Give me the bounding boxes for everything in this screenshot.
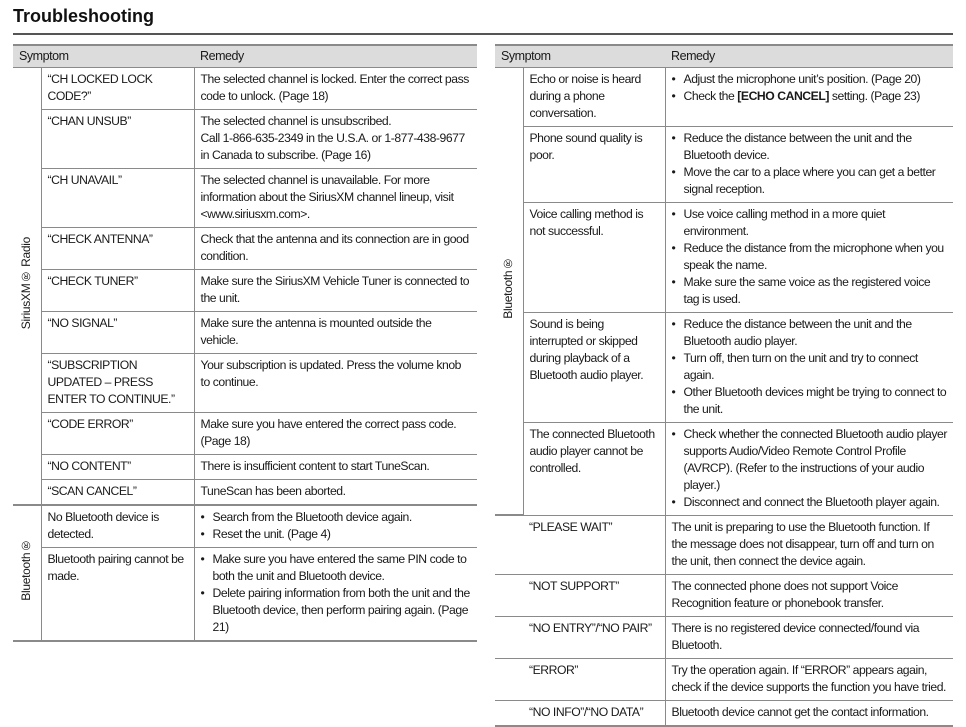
remedy-text: Call 1-866-635-2349 in the U.S.A. or 1-877-438-9677 in Canada to subscribe. (Page 16)	[200, 130, 465, 162]
remedy-bullet	[672, 88, 948, 105]
remedy-bullet: • Use voice calling method in a more quiet environment.	[672, 206, 948, 240]
table-header-row	[13, 45, 477, 67]
remedy-bullet: • Make sure the same voice as the registered voice tag is used.	[672, 274, 948, 308]
table-row	[13, 168, 477, 227]
symptom-cell: “SUBSCRIPTION UPDATED – PRESS ENTER TO CONTINUE.”	[41, 353, 194, 412]
symptom-header: Symptom	[13, 45, 194, 67]
remedy-bullet: • Delete pairing information from both the unit and the Bluetooth device, then perform pairing again. (Page 21)	[201, 585, 472, 636]
remedy-header: Remedy	[194, 45, 477, 67]
remedy-cell	[194, 505, 477, 548]
remedy-cell: The connected phone does not support Voice Recognition feature or phonebook transfer.	[665, 574, 953, 616]
table-row	[13, 311, 477, 353]
remedy-cell: Bluetooth device cannot get the contact information.	[665, 700, 953, 726]
category-bluetooth	[13, 505, 41, 641]
table-row	[13, 269, 477, 311]
symptom-cell: No Bluetooth device is detected.	[41, 505, 194, 548]
remedy-bullet: • Move the car to a place where you can get a better signal reception.	[672, 164, 948, 198]
symptom-cell: “CHECK TUNER”	[41, 269, 194, 311]
table-row	[495, 312, 953, 422]
remedy-list	[672, 426, 948, 511]
setting-name: [ECHO CANCEL]	[737, 88, 829, 103]
remedy-bullet: • Other Bluetooth devices might be trying to connect to the unit.	[672, 384, 948, 418]
category-label: SiriusXM® Radio	[19, 236, 34, 330]
table-row	[13, 227, 477, 269]
remedy-bullet: • Reduce the distance between the unit and the Bluetooth device.	[672, 130, 948, 164]
title-divider	[13, 33, 953, 35]
remedy-cell	[665, 312, 953, 422]
remedy-cell: Your subscription is updated. Press the volume knob to continue.	[194, 353, 477, 412]
remedy-list	[201, 509, 472, 543]
troubleshooting-table-left	[13, 44, 477, 642]
table-row	[495, 202, 953, 312]
remedy-bullet: • Reduce the distance from the microphone when you speak the name.	[672, 240, 948, 274]
symptom-cell: “NO CONTENT”	[41, 454, 194, 479]
table-row	[13, 454, 477, 479]
remedy-list	[672, 316, 948, 418]
remedy-bullet: • Adjust the microphone unit’s position. (Page 20)	[672, 71, 948, 88]
remedy-text: setting. (Page 23)	[828, 88, 920, 103]
remedy-bullet: • Turn off, then turn on the unit and try to connect again.	[672, 350, 948, 384]
table-row	[495, 67, 953, 126]
remedy-cell	[194, 109, 477, 168]
remedy-cell	[194, 547, 477, 641]
symptom-cell: “CH LOCKED LOCK CODE?”	[41, 67, 194, 109]
remedy-cell: Make sure you have entered the correct pass code. (Page 18)	[194, 412, 477, 454]
remedy-cell: The unit is preparing to use the Bluetooth function. If the message does not disappear, turn off and turn on the unit, then connect the device again.	[665, 515, 953, 574]
symptom-cell: “NOT SUPPORT”	[495, 574, 665, 616]
symptom-cell: The connected Bluetooth audio player cannot be controlled.	[523, 422, 665, 515]
remedy-cell	[665, 126, 953, 202]
table-row	[13, 353, 477, 412]
symptom-cell: “NO INFO”/“NO DATA”	[495, 700, 665, 726]
symptom-cell: Voice calling method is not successful.	[523, 202, 665, 312]
symptom-cell: Echo or noise is heard during a phone conversation.	[523, 67, 665, 126]
remedy-list	[672, 206, 948, 308]
table-row	[495, 422, 953, 515]
remedy-cell	[665, 202, 953, 312]
table-row	[13, 67, 477, 109]
symptom-header: Symptom	[495, 45, 665, 67]
symptom-cell: “NO ENTRY”/“NO PAIR”	[495, 616, 665, 658]
remedy-header: Remedy	[665, 45, 953, 67]
remedy-list	[672, 130, 948, 198]
table-row	[13, 479, 477, 505]
symptom-cell: “NO SIGNAL”	[41, 311, 194, 353]
remedy-cell: Check that the antenna and its connection are in good condition.	[194, 227, 477, 269]
remedy-cell: The selected channel is unavailable. For more information about the SiriusXM channel lineup, visit <www.siriusxm.com>.	[194, 168, 477, 227]
remedy-bullet: • Disconnect and connect the Bluetooth player again.	[672, 494, 948, 511]
symptom-cell: Bluetooth pairing cannot be made.	[41, 547, 194, 641]
table-row	[13, 412, 477, 454]
remedy-text: Check the	[683, 88, 738, 103]
symptom-cell: Phone sound quality is poor.	[523, 126, 665, 202]
remedy-bullet: • Search from the Bluetooth device again.	[201, 509, 472, 526]
remedy-list	[201, 551, 472, 636]
remedy-bullet: • Reset the unit. (Page 4)	[201, 526, 472, 543]
symptom-cell: Sound is being interrupted or skipped during playback of a Bluetooth audio player.	[523, 312, 665, 422]
remedy-cell: There is no registered device connected/found via Bluetooth.	[665, 616, 953, 658]
symptom-cell: “CHAN UNSUB”	[41, 109, 194, 168]
remedy-list	[672, 71, 948, 105]
table-row	[495, 616, 953, 658]
page-title: Troubleshooting	[13, 6, 154, 26]
table-row	[13, 547, 477, 641]
table-row	[495, 700, 953, 726]
remedy-cell	[665, 422, 953, 515]
remedy-cell: There is insufficient content to start TuneScan.	[194, 454, 477, 479]
table-row	[495, 574, 953, 616]
symptom-cell: “PLEASE WAIT”	[495, 515, 665, 574]
category-label: Bluetooth®	[501, 257, 516, 320]
symptom-cell: “CHECK ANTENNA”	[41, 227, 194, 269]
remedy-text: The selected channel is unsubscribed.	[200, 113, 392, 128]
table-row	[495, 515, 953, 574]
symptom-cell: “SCAN CANCEL”	[41, 479, 194, 505]
remedy-cell: Make sure the SiriusXM Vehicle Tuner is connected to the unit.	[194, 269, 477, 311]
symptom-cell: “ERROR”	[495, 658, 665, 700]
remedy-cell	[665, 67, 953, 126]
category-bluetooth	[495, 67, 523, 515]
remedy-bullet: • Check whether the connected Bluetooth audio player supports Audio/Video Remote Control Profile (AVRCP). (Refer to the instructions of your audio player.)	[672, 426, 948, 494]
remedy-cell: Try the operation again. If “ERROR” appears again, check if the device supports the function you have tried.	[665, 658, 953, 700]
remedy-cell: TuneScan has been aborted.	[194, 479, 477, 505]
table-row	[13, 505, 477, 548]
remedy-cell: Make sure the antenna is mounted outside the vehicle.	[194, 311, 477, 353]
table-header-row	[495, 45, 953, 67]
table-row	[13, 109, 477, 168]
remedy-bullet: • Make sure you have entered the same PIN code to both the unit and Bluetooth device.	[201, 551, 472, 585]
symptom-cell: “CODE ERROR”	[41, 412, 194, 454]
remedy-bullet: • Reduce the distance between the unit and the Bluetooth audio player.	[672, 316, 948, 350]
table-row	[495, 126, 953, 202]
table-row	[495, 658, 953, 700]
symptom-cell: “CH UNAVAIL”	[41, 168, 194, 227]
category-label: Bluetooth®	[19, 539, 34, 601]
category-siriusxm	[13, 67, 41, 505]
troubleshooting-table-right	[495, 44, 953, 727]
remedy-cell: The selected channel is locked. Enter the correct pass code to unlock. (Page 18)	[194, 67, 477, 109]
